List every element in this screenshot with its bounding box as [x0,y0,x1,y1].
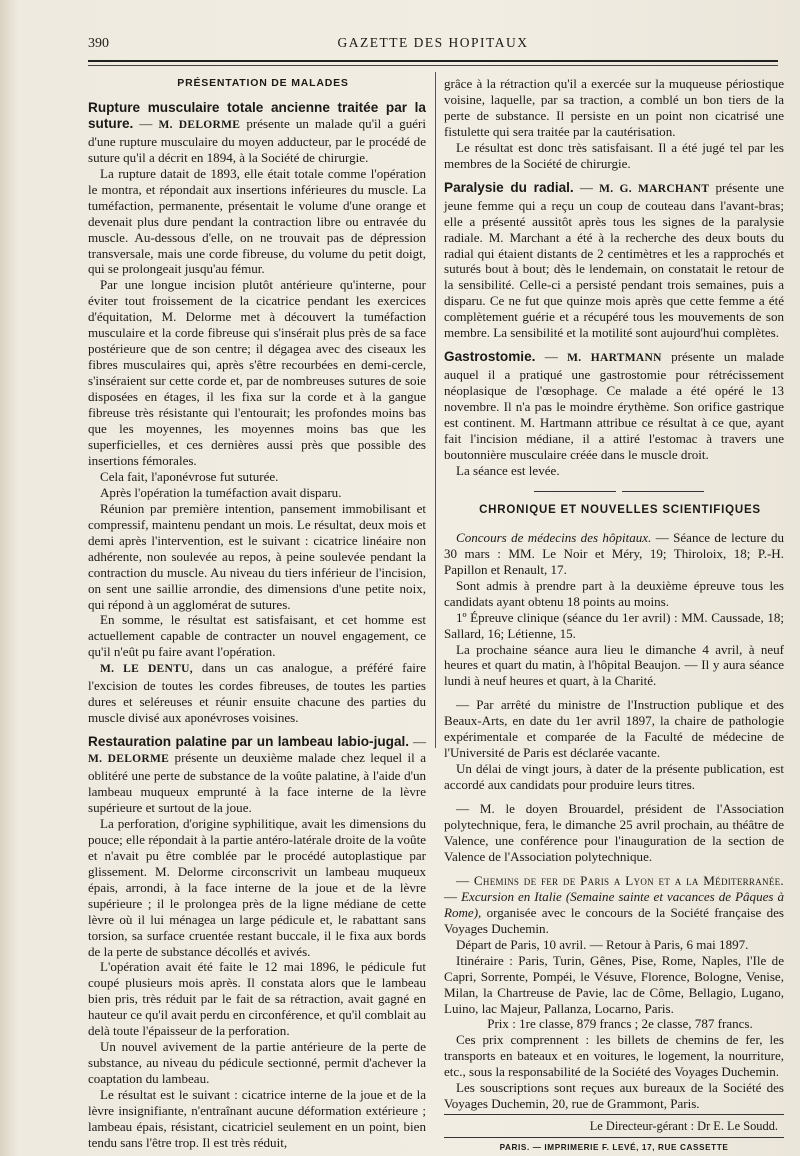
item-text: — Séance de lecture du 30 mars : MM. Le Noir et Méry, 19; Thiroloix, 18; P.-H. Papillon et Renault, 17. [444,529,784,577]
article-author: M. DELORME [158,118,241,131]
running-head [88,32,778,56]
left-column [88,76,426,1151]
column-divider [435,72,436,748]
paragraph-le-dentu [88,660,426,726]
dash: — [444,888,462,904]
article-text: présente un malade qu'il a guéri d'une rupture musculaire du moyen adducteur, par le procédé de suture qu'il a décrit en 1894, à la Société de chirurgie. [88,115,426,165]
paragraph: Départ de Paris, 10 avril. — Retour à Paris, 6 mai 1897. [456,936,749,952]
paragraph: Sont admis à prendre part à la deuxième épreuve tous les candidats ayant obtenu 18 points au moins. [444,577,784,609]
header-rule [88,60,778,62]
article-gastrostomie: Gastrostomie. — M. HARTMANN présente un malade auquel il a pratiqué une gastrostomie pour rétrécissement néoplasique de l'œsophage. Ce malade a été opéré le 13 novembre. Il n'a pas le moindre érythème. Son orifice gastrique est continent. M. Hartmann attribue ce résultat à ce que, ayant fait l'incision médiane, il a attiré l'estomac à travers une boutonnière musculaire créée dans le muscle droit. [444,349,784,462]
ornament-divider [444,485,784,497]
article-title: Paralysie du radial. [444,179,574,195]
paragraph: Le résultat est donc très satisfaisant. Il a été jugé tel par les membres de la Société de chirurgie. [444,139,784,171]
paragraph: Ces prix comprennent : les billets de chemins de fer, les transports en bateaux et en voitures, le logement, la nourriture, etc., sous la responsabilité de la Société des Voyages Duchemin. [444,1032,784,1080]
paragraph-continued: grâce à la rétraction qu'il a exercée sur la muqueuse périostique voisine, laquelle, par sa traction, a comblé un bon tiers de la perte de substance. Il persiste en un point non cicatrisé une fistulette qui sera traitée par la cautérisation. [444,76,784,139]
section-heading-chronique: CHRONIQUE ET NOUVELLES SCIENTIFIQUES [479,503,761,516]
signature: Le Directeur-gérant : Dr E. Le Soudd. [589,1119,778,1134]
item-subtitle: Excursion en Italie (Semaine sainte et vacances de Pâques à Rome), [444,888,784,920]
printer-rule [444,1137,784,1138]
paragraph: Les souscriptions sont reçues aux bureaux de la Société des Voyages Duchemin, 20, rue de Grammont, Paris. [444,1080,784,1112]
signature-rule [444,1114,784,1115]
paragraph: La prochaine séance aura lieu le dimanche 4 avril, à neuf heures et quart du matin, à l'hôpital Beaujon. — Il y aura séance lundi à neuf heures et quart, à la Charité. [444,641,784,689]
item-title: — Chemins de fer de Paris a Lyon et a la Méditerranée. [456,872,784,888]
section-heading-presentation: PRÉSENTATION DE MALADES [177,77,349,89]
paragraph-text: dans un cas analogue, a préféré faire l'excision de toutes les cordes fibreuses, de toutes les parties dures et seléreuses et réunir ensuite chacune des parties du muscle divisé aux aponévroses voisines. [88,660,426,726]
article-title: Restauration palatine par un lambeau labio-jugal. [88,734,410,750]
paragraph: Par une longue incision plutôt antérieure qu'interne, pour éviter tout froissement de la cicatrice pendant les exercices d'équitation, M. Delorme met à découvert la tuméfaction musculaire et la corde fibreuse qui s'insérait plus près de sa face postérieure que de son centre; il dégagea avec des ciseaux les fibres musculaires qui, après s'être recourbées en demi-cercle, s'inséraient sur cette corde et, par de nombreuses sutures de soie disposées en étages, il les fixa sur la corde et à la gangue fibreuse très résistante qui l'entourait; les profondes moins bas que les moyennes, les moyennes moins bas que les superficielles, et ces dernières aussi près que possible des insertions fémorales. [88,277,426,468]
article-author: M. LE DENTU, [100,663,193,676]
header-rule-thin [88,65,778,66]
article-restauration: Restauration palatine par un lambeau labio-jugal. — M. DELORME présente un deuxième malade chez lequel il a oblitéré une perte de substance de la voûte palatine, à l'aide d'un lambeau muqueux emprunté à la face interne de la lèvre supérieure et surtout de la joue. [88,734,427,815]
article-rupture: Rupture musculaire totale ancienne traitée par la suture. — M. DELORME présente un malade qu'il a guéri d'une rupture musculaire du moyen adducteur, par le procédé de suture qu'il a décrit en 1894, à la Société de chirurgie. [88,99,426,165]
paragraph: Après l'opération la tuméfaction avait disparu. [100,484,342,500]
paragraph: L'opération avait été faite le 12 mai 1896, le pédicule fut coupé plusieurs mois après. Il constata alors que le lambeau bien pris, très réduit par le fait de sa rétraction, avait gagné en hauteur ce qu'il avait perdu en circonférence, et qu'il comblait au delà toute l'épaisseur de la perforation. [88,959,426,1039]
article-text: présente un deuxième malade chez lequel il a oblitéré une perte de substance de la voûte palatine, à l'aide d'un lambeau muqueux emprunté à la face interne de la lèvre supérieure et surtout de la joue. [88,750,426,815]
item-text: organisée avec le concours de la Société française des Voyages Duchemin. [444,904,784,936]
paragraph: En somme, le résultat est satisfaisant, et cet homme est actuellement capable de contracter un nouvel engagement, ce qu'il n'eût pu faire avant l'opération. [88,612,426,660]
paragraph: Le résultat est le suivant : cicatrice interne de la joue et de la lèvre insignifiante, n'entraînant aucune déformation extérieure ; lambeau épais, résistant, cicatriciel seulement en un point, bien tendu sans l'être trop. Il est très réduit, [88,1087,426,1150]
paragraph-prix: Prix : 1re classe, 879 francs ; 2e classe, 787 francs. [487,1016,753,1032]
article-title: Rupture musculaire totale ancienne traitée par la suture. [88,99,426,131]
printer-line: PARIS. — IMPRIMERIE F. LEVÉ, 17, RUE CASSETTE [499,1143,729,1153]
page-number: 390 [88,36,109,51]
paragraph: Un délai de vingt jours, à dater de la présente publication, est accordé aux candidats pour produire leurs titres. [444,761,784,793]
paragraph: La séance est levée. [456,462,560,478]
paragraph: — Par arrêté du ministre de l'Instruction publique et des Beaux-Arts, en date du 1er avril 1897, la chaire de pathologie expérimentale et comparée de la Faculté de médecine de l'Université de Paris est déclarée vacante. [444,697,784,761]
article-text: présente une jeune femme qui a reçu un coup de couteau dans l'avant-bras; elle a présenté aussitôt après tous les signes de la paralysie radiale. M. Marchant a été à la recherche des deux bouts du radial qui étaient distants de 2 centimètres et les a rapprochés et suturés bout à bout; dès le lendemain, on constatait le retour de la sensibilité. Celle-ci a persisté pendant trois semaines, puis a disparu. Ce ne fut que quinze mois après que cette femme a été complètement guérie et a récupéré tous les mouvements de son membre. La sensibilité et la motilité sont aujourd'hui complètes. [444,179,784,341]
journal-title: GAZETTE DES HOPITAUX [337,35,529,50]
paragraph: Itinéraire : Paris, Turin, Gênes, Pise, Rome, Naples, l'Ile de Capri, Sorrente, Pompéi, le Vésuve, Florence, Bologne, Venise, Milan, la Chartreuse de Pavie, lac de Côme, Bellagio, Lugano, Luino, lac Majeur, Pallanza, Locarno, Paris. [444,952,784,1016]
article-text: présente un malade auquel il a pratiqué une gastrostomie pour rétrécissement néoplasique de l'œsophage. Ce malade a été opéré le 13 novembre. Il n'a pas le moindre érythème. Son orifice gastrique est continent. M. Hartmann attribue ce résultat à ce que, ayant fait l'incision médiane, il a attiré l'estomac à travers une boutonnière musculaire créée dans le muscle droit. [444,349,784,462]
paragraph: Réunion par première intention, pansement immobilisant et compressif, maintenu pendant un mois. Le résultat, deux mois et demi après l'intervention, est le suivant : cicatrice linéaire non adhérente, non soulevée au repos, à peine soulevée pendant la contraction du muscle. Au niveau du tiers inférieur de l'incision, on sent une saillie arrondie, des dimensions d'une petite noix, qui répond à un agglomérat de sutures. [88,500,426,612]
article-title: Gastrostomie. [444,349,536,365]
chronique-concours [444,530,784,578]
ornament-line [622,491,704,492]
paragraph: Cela fait, l'aponévrose fut suturée. [100,468,279,484]
paragraph: La perforation, d'origine syphilitique, avait les dimensions du pouce; elle répondait à la partie antéro-latérale droite de la voûte et n'avait pu être comblée par le procédé autoplastique par glissement. M. Delorme circonscrivit un lambeau muqueux épais, arrondi, à la face interne de la joue et de la lèvre supérieure ; il le prolongea près de la ligne médiane de cette lèvre où il lui ménagea un large pédicule et, le rabattant sans torsion, sa surface cruentée restant buccale, il le fixa aux bords de la perte de substance décollés et avivés. [88,815,426,959]
ornament-line [534,491,616,492]
article-author: M. DELORME [88,753,170,766]
paragraph: La rupture datait de 1893, elle était totale comme l'opération le montra, et répondait aux insertions inférieures du muscle. La tuméfaction, permanente, présentait le volume d'une orange et devenait plus dure pendant la contraction libre ou entravée du muscle. Au-dessous d'elle, on ne trouvait pas de dépression transversale, mais une corde fibreuse, du volume du petit doigt, qui se prolongeait jusqu'au fémur. [88,165,426,277]
paragraph: Un nouvel avivement de la partie antérieure de la perte de substance, au niveau du pédicule sectionné, permit d'achever la coaptation du lambeau. [88,1039,426,1087]
article-author: M. HARTMANN [567,352,662,365]
article-author: M. G. MARCHANT [599,182,710,195]
item-title: Concours de médecins des hôpitaux. [456,529,652,545]
right-column [444,76,784,1156]
paragraph: — M. le doyen Brouardel, président de l'Association polytechnique, fera, le dimanche 25 avril prochain, au théâtre de Valence, une conférence pour l'inauguration de la section de Valence de l'Association polytechnique. [444,801,784,864]
article-paralysie: Paralysie du radial. — M. G. MARCHANT présente une jeune femme qui a reçu un coup de couteau dans l'avant-bras; elle a présenté aussitôt après tous les signes de la paralysie radiale. M. Marchant a été à la recherche des deux bouts du radial qui étaient distants de 2 centimètres et les a rapprochés et suturés bout à bout; dès le lendemain, on constatait le retour de la sensibilité. Celle-ci a persisté pendant trois semaines, puis a disparu. Ce ne fut que quinze mois après que cette femme a été complètement guérie et a récupéré tous les mouvements de son membre. La sensibilité et la motilité sont aujourd'hui complètes. [444,179,784,341]
chronique-chemins-de-fer [444,873,784,937]
paragraph: 1º Épreuve clinique (séance du 1er avril) : MM. Caussade, 18; Sallard, 16; Létienne, 15. [444,609,784,641]
